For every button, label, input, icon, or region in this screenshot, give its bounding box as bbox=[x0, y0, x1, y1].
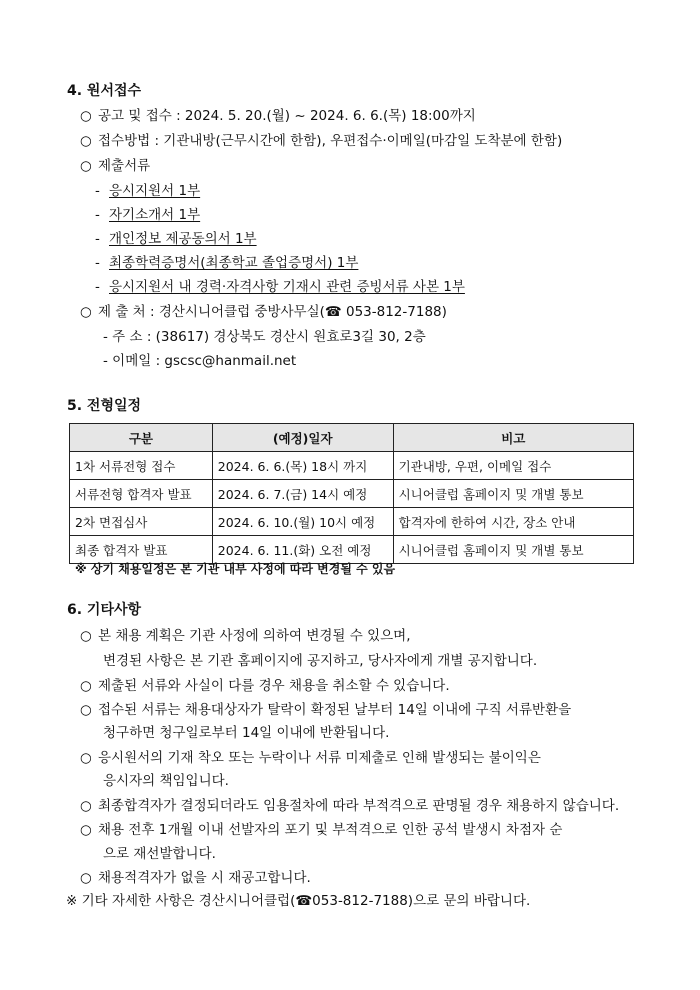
misc-item-continued: 으로 재선발합니다. bbox=[103, 846, 216, 862]
table-cell: 2차 면접심사 bbox=[70, 508, 213, 536]
misc-item bbox=[80, 701, 571, 719]
misc-item-text: 접수된 서류는 채용대상자가 탈락이 확정된 날부터 14일 이내에 구직 서류반환을 bbox=[98, 702, 572, 718]
circle-bullet-icon: ○ bbox=[80, 870, 92, 886]
table-cell: 2024. 6. 7.(금) 14시 예정 bbox=[212, 480, 393, 508]
doc-item-text: 자기소개서 1부 bbox=[109, 207, 201, 223]
section-5-title: 5. 전형일정 bbox=[67, 398, 142, 414]
table-row bbox=[70, 508, 634, 536]
notice-period-text: 공고 및 접수 : 2024. 5. 20.(월) ~ 2024. 6. 6.(목) 18:00까지 bbox=[98, 108, 476, 124]
misc-item bbox=[80, 677, 450, 695]
doc-item bbox=[95, 206, 200, 224]
misc-item bbox=[80, 821, 562, 839]
notice-period-line bbox=[80, 107, 476, 125]
misc-item bbox=[80, 749, 541, 767]
dash-bullet: - bbox=[95, 279, 100, 295]
doc-item bbox=[95, 254, 358, 272]
circle-bullet-icon: ○ bbox=[80, 750, 92, 766]
table-cell: 합격자에 한하여 시간, 장소 안내 bbox=[393, 508, 633, 536]
docs-line bbox=[80, 157, 150, 175]
table-row bbox=[70, 480, 634, 508]
misc-item-text: 응시원서의 기재 착오 또는 누락이나 서류 미제출로 인해 발생되는 불이익은 bbox=[98, 750, 541, 766]
table-cell: 시니어클럽 홈페이지 및 개별 통보 bbox=[393, 536, 633, 564]
section-4-title: 4. 원서접수 bbox=[67, 83, 142, 99]
table-cell: 2024. 6. 6.(목) 18시 까지 bbox=[212, 452, 393, 480]
submit-place-line bbox=[80, 303, 447, 321]
doc-item-text: 최종학력증명서(최종학교 졸업증명서) 1부 bbox=[109, 255, 359, 271]
doc-item-text: 응시지원서 내 경력·자격사항 기재시 관련 증빙서류 사본 1부 bbox=[109, 279, 465, 295]
circle-bullet-icon: ○ bbox=[80, 702, 92, 718]
doc-item bbox=[95, 230, 257, 248]
contact-footer: ※ 기타 자세한 사항은 경산시니어클럽(☎053-812-7188)으로 문의 바랍니다. bbox=[66, 893, 531, 909]
submit-place-text: 제 출 처 : 경산시니어클럽 중방사무실(☎ 053-812-7188) bbox=[98, 304, 447, 320]
circle-bullet-icon: ○ bbox=[80, 304, 92, 320]
email-line[interactable]: - 이메일 : gscsc@hanmail.net bbox=[103, 353, 297, 369]
misc-item-text: 본 채용 계획은 기관 사정에 의하여 변경될 수 있으며, bbox=[98, 628, 411, 644]
misc-item-text: 최종합격자가 결정되더라도 임용절차에 따라 부적격으로 판명될 경우 채용하지 않습니다. bbox=[98, 798, 620, 814]
misc-item bbox=[80, 627, 410, 645]
misc-item bbox=[80, 797, 619, 815]
table-cell: 2024. 6. 10.(월) 10시 예정 bbox=[212, 508, 393, 536]
table-cell: 시니어클럽 홈페이지 및 개별 통보 bbox=[393, 480, 633, 508]
misc-item-continued: 응시자의 책임입니다. bbox=[103, 773, 229, 789]
circle-bullet-icon: ○ bbox=[80, 678, 92, 694]
address-line: - 주 소 : (38617) 경상북도 경산시 원효로3길 30, 2층 bbox=[103, 329, 426, 345]
table-cell: 기관내방, 우편, 이메일 접수 bbox=[393, 452, 633, 480]
doc-item-text: 개인정보 제공동의서 1부 bbox=[109, 231, 257, 247]
docs-label: 제출서류 bbox=[98, 158, 151, 174]
circle-bullet-icon: ○ bbox=[80, 158, 92, 174]
doc-item bbox=[95, 182, 200, 200]
table-cell: 1차 서류전형 접수 bbox=[70, 452, 213, 480]
table-header-row bbox=[70, 424, 634, 452]
misc-item bbox=[80, 869, 311, 887]
misc-item-continued: 변경된 사항은 본 기관 홈페이지에 공지하고, 당사자에게 개별 공지합니다. bbox=[103, 653, 538, 669]
table-row bbox=[70, 452, 634, 480]
misc-item-text: 채용적격자가 없을 시 재공고합니다. bbox=[98, 870, 311, 886]
misc-item-text: 제출된 서류와 사실이 다를 경우 채용을 취소할 수 있습니다. bbox=[98, 678, 450, 694]
dash-bullet: - bbox=[95, 183, 100, 199]
method-line bbox=[80, 132, 562, 150]
dash-bullet: - bbox=[95, 231, 100, 247]
circle-bullet-icon: ○ bbox=[80, 798, 92, 814]
circle-bullet-icon: ○ bbox=[80, 133, 92, 149]
circle-bullet-icon: ○ bbox=[80, 822, 92, 838]
misc-item-continued: 청구하면 청구일로부터 14일 이내에 반환됩니다. bbox=[103, 725, 390, 741]
dash-bullet: - bbox=[95, 255, 100, 271]
circle-bullet-icon: ○ bbox=[80, 628, 92, 644]
misc-item-text: 채용 전후 1개월 이내 선발자의 포기 및 부적격으로 인한 공석 발생시 차점자 순 bbox=[98, 822, 563, 838]
schedule-note: ※ 상기 채용일정은 본 기관 내부 사정에 따라 변경될 수 있음 bbox=[75, 562, 396, 576]
schedule-table bbox=[69, 423, 634, 564]
circle-bullet-icon: ○ bbox=[80, 108, 92, 124]
table-header: 구분 bbox=[70, 424, 213, 452]
table-header: 비고 bbox=[393, 424, 633, 452]
table-cell: 2024. 6. 11.(화) 오전 예정 bbox=[212, 536, 393, 564]
doc-item bbox=[95, 278, 465, 296]
table-header: (예정)일자 bbox=[212, 424, 393, 452]
doc-item-text: 응시지원서 1부 bbox=[109, 183, 201, 199]
table-cell: 서류전형 합격자 발표 bbox=[70, 480, 213, 508]
method-text: 접수방법 : 기관내방(근무시간에 한함), 우편접수·이메일(마감일 도착분에 한함) bbox=[98, 133, 563, 149]
table-cell: 최종 합격자 발표 bbox=[70, 536, 213, 564]
dash-bullet: - bbox=[95, 207, 100, 223]
section-6-title: 6. 기타사항 bbox=[67, 602, 142, 618]
